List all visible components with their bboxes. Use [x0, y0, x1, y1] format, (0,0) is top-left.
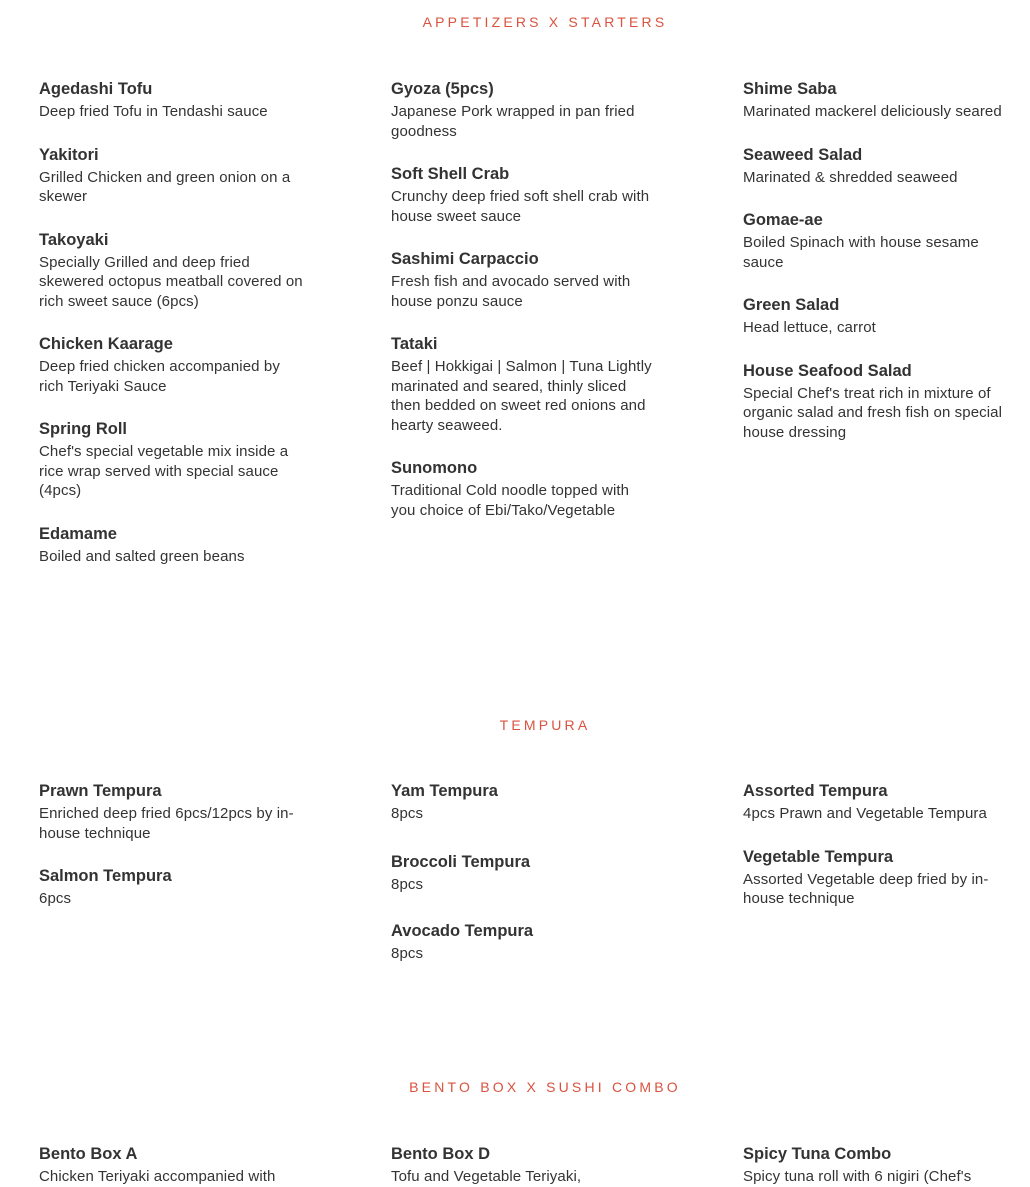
- menu-item: [39, 781, 304, 843]
- menu-item-name: Salmon Tempura: [39, 867, 172, 885]
- menu-item: [391, 852, 656, 895]
- menu-item-name: Spring Roll: [39, 420, 127, 438]
- menu-column-2: [391, 79, 656, 520]
- menu-item-desc: Chicken Teriyaki accompanied with: [39, 1168, 276, 1185]
- menu-column-2: [391, 781, 656, 964]
- menu-item-name: Avocado Tempura: [391, 922, 534, 940]
- menu-item: [39, 230, 304, 312]
- menu-column-1: [39, 1144, 304, 1187]
- menu-item-desc: Chef's special vegetable mix inside a rice wrap served with special sauce (4pcs): [39, 443, 289, 499]
- menu-item-name: Broccoli Tempura: [391, 852, 531, 871]
- menu-item: [743, 210, 1011, 272]
- menu-item: [391, 781, 656, 824]
- menu-item-desc: Spicy tuna roll with 6 nigiri (Chef's: [743, 1168, 972, 1185]
- menu-item-name: Shime Saba: [743, 80, 837, 98]
- menu-item-desc: Assorted Vegetable deep fried by in-house technique: [743, 870, 989, 907]
- menu-item: [39, 145, 304, 207]
- menu-item-name: Seaweed Salad: [743, 145, 863, 164]
- menu-column-2: [391, 1144, 656, 1187]
- menu-item-desc: Marinated mackerel deliciously seared: [743, 103, 1002, 120]
- menu-item: [743, 847, 1011, 909]
- menu-item-desc: Enriched deep fried 6pcs/12pcs by in-house technique: [39, 805, 294, 842]
- menu-item-name: Yam Tempura: [391, 782, 498, 800]
- menu-item-desc: Deep fried Tofu in Tendashi sauce: [39, 103, 268, 120]
- menu-item: [743, 295, 1011, 338]
- menu-item-desc: 4pcs Prawn and Vegetable Tempura: [743, 805, 987, 822]
- menu-item-name: Yakitori: [39, 145, 99, 164]
- menu-item: [743, 1144, 1011, 1187]
- menu-item-name: Spicy Tuna Combo: [743, 1145, 892, 1163]
- menu-item: [391, 249, 656, 311]
- menu-item-name: Agedashi Tofu: [39, 80, 153, 98]
- menu-item-desc: Specially Grilled and deep fried skewered octopus meatball covered on rich sweet sauce (6pcs): [39, 253, 303, 310]
- menu-item-desc: 8pcs: [391, 945, 424, 962]
- menu-item-name: Tataki: [391, 335, 438, 353]
- menu-item-name: Edamame: [39, 524, 117, 543]
- menu-item-desc: Boiled and salted green beans: [39, 547, 245, 565]
- menu-column-1: [39, 781, 304, 909]
- menu-item: [743, 781, 1011, 824]
- menu-item-name: Prawn Tempura: [39, 782, 162, 800]
- menu-item-desc: Head lettuce, carrot: [743, 319, 876, 336]
- menu-item-desc: Marinated & shredded seaweed: [743, 168, 958, 186]
- menu-item: [391, 334, 656, 435]
- menu-item-name: Takoyaki: [39, 230, 109, 249]
- menu-item-desc: Boiled Spinach with house sesame sauce: [743, 234, 979, 271]
- menu-item-name: Bento Box A: [39, 1145, 138, 1163]
- menu-item: [743, 79, 1011, 122]
- menu-item-name: Gomae-ae: [743, 211, 823, 229]
- menu-column-1: [39, 79, 304, 566]
- menu-item-desc: 8pcs: [391, 805, 424, 822]
- menu-item: [391, 164, 656, 226]
- menu-item: [39, 79, 304, 122]
- menu-item-desc: Beef | Hokkigai | Salmon | Tuna Lightly marinated and seared, thinly sliced then bedded on sweet red onions and hearty seaweed.: [391, 358, 652, 434]
- menu-item-name: Soft Shell Crab: [391, 165, 510, 183]
- menu-item-desc: 6pcs: [39, 890, 72, 907]
- menu-item-desc: Fresh fish and avocado served with house ponzu sauce: [391, 273, 631, 310]
- menu-item: [39, 866, 304, 909]
- menu-column-3: [743, 1144, 1011, 1187]
- menu-item-desc: Grilled Chicken and green onion on a skewer: [39, 168, 291, 205]
- menu-item: [39, 334, 304, 396]
- menu-item-desc: Special Chef's treat rich in mixture of organic salad and fresh fish on special house dressing: [743, 384, 1003, 441]
- menu-item-name: Assorted Tempura: [743, 782, 888, 800]
- menu-item-desc: Deep fried chicken accompanied by rich Teriyaki Sauce: [39, 358, 280, 395]
- menu-item: [391, 79, 656, 141]
- menu-item: [39, 1144, 304, 1187]
- menu-item-name: Green Salad: [743, 296, 840, 314]
- menu-item-desc: Japanese Pork wrapped in pan fried goodness: [391, 103, 635, 140]
- menu-item: [743, 361, 1011, 443]
- menu-item: [391, 458, 656, 520]
- menu-item-name: Bento Box D: [391, 1145, 490, 1163]
- menu-item-name: Gyoza (5pcs): [391, 80, 494, 98]
- menu-item-desc: 8pcs: [391, 875, 424, 893]
- menu-item: [391, 1144, 656, 1187]
- menu-item-name: Vegetable Tempura: [743, 847, 894, 866]
- section-title-bento: BENTO BOX X SUSHI COMBO: [409, 1079, 681, 1095]
- menu-column-3: [743, 781, 1011, 909]
- menu-item-name: Sunomono: [391, 459, 478, 477]
- menu-item-name: Chicken Kaarage: [39, 335, 173, 353]
- menu-item-desc: Traditional Cold noodle topped with you choice of Ebi/Tako/Vegetable: [391, 482, 630, 519]
- menu-item: [391, 921, 656, 964]
- menu-column-3: [743, 79, 1011, 442]
- section-title-tempura: TEMPURA: [499, 717, 591, 733]
- menu-item: [743, 145, 1011, 188]
- menu-item-name: Sashimi Carpaccio: [391, 250, 539, 268]
- menu-item-desc: Crunchy deep fried soft shell crab with house sweet sauce: [391, 188, 650, 225]
- menu-item: [39, 524, 304, 567]
- section-title-appetizers: APPETIZERS X STARTERS: [422, 14, 668, 30]
- menu-item-desc: Tofu and Vegetable Teriyaki,: [391, 1168, 582, 1185]
- menu-item: [39, 419, 304, 501]
- menu-item-name: House Seafood Salad: [743, 361, 912, 380]
